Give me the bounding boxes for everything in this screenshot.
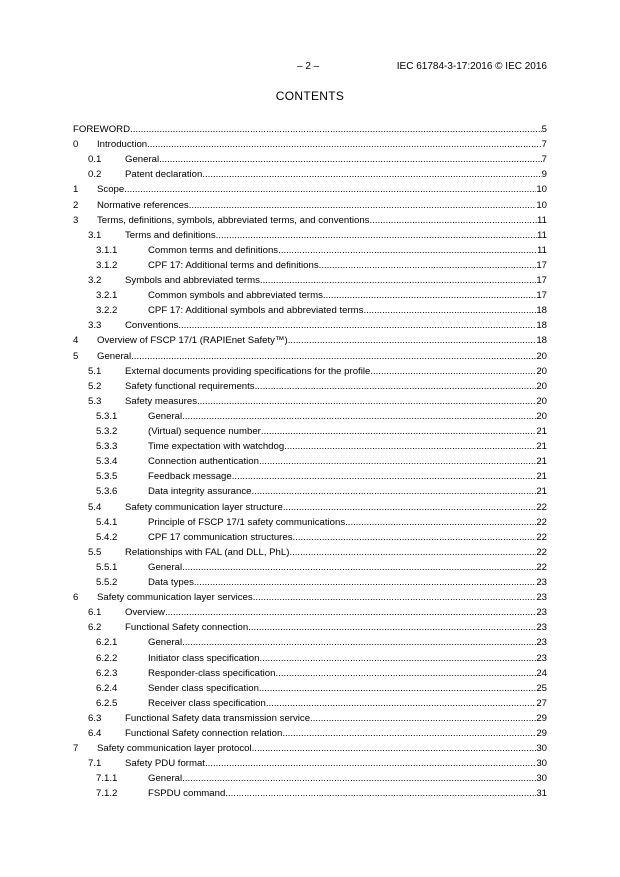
toc-entry[interactable] (0, 319, 620, 333)
dot-leader (259, 682, 536, 696)
toc-entry-title: Receiver class specification (148, 697, 266, 709)
toc-entry-number: 3.1 (88, 229, 102, 241)
toc-entry-page: 5 (541, 124, 547, 135)
dot-leader (266, 697, 536, 711)
toc-entry-title: Safety functional requirements (125, 380, 255, 392)
toc-entry-page: 21 (536, 486, 547, 498)
toc-entry[interactable] (0, 757, 620, 771)
toc-entry[interactable] (0, 440, 620, 454)
toc-entry-number: 3.3 (88, 320, 102, 332)
toc-entry-line (148, 410, 547, 424)
document-reference: IEC 61784-3-17:2016 © IEC 2016 (396, 61, 547, 72)
toc-entry-line (125, 606, 547, 620)
toc-entry-line (148, 697, 547, 711)
toc-entry-page: 18 (536, 320, 547, 332)
toc-entry-number: 5.3.1 (96, 410, 118, 422)
dot-leader (194, 576, 536, 590)
toc-entry-line (148, 576, 547, 590)
toc-entry[interactable] (0, 772, 620, 786)
toc-entry-number: 6.2.5 (96, 697, 118, 709)
toc-entry-title: Functional Safety connection relation (125, 728, 283, 739)
toc-entry[interactable] (0, 425, 620, 439)
dot-leader (252, 742, 537, 756)
toc-entry-number: 5.5.2 (96, 577, 118, 588)
toc-entry-number: 5.4.2 (96, 531, 118, 543)
toc-entry-page: 27 (536, 697, 547, 709)
dot-leader (288, 334, 537, 348)
toc-entry-line (148, 455, 547, 469)
toc-entry-title: Common terms and definitions (148, 244, 279, 256)
toc-entry-line (97, 591, 547, 605)
toc-entry-line (125, 621, 547, 635)
toc-entry[interactable] (0, 501, 620, 515)
toc-entry-page: 17 (536, 275, 547, 286)
toc-entry[interactable] (0, 380, 620, 394)
toc-entry-number: 6.2 (88, 622, 102, 634)
toc-entry-title: CPF 17 communication structures (148, 531, 293, 543)
toc-entry[interactable] (0, 787, 620, 801)
dot-leader (282, 727, 536, 741)
toc-entry-page: 21 (536, 456, 547, 468)
toc-entry-page: 10 (536, 184, 547, 196)
toc-entry-title: Patent declaration (125, 169, 203, 181)
toc-entry-page: 21 (536, 426, 547, 437)
dot-leader (275, 667, 536, 681)
toc-entry-number: 6.3 (88, 712, 102, 724)
dot-leader (232, 470, 537, 484)
toc-entry-title: Safety communication layer services (97, 592, 253, 604)
toc-entry-line (125, 229, 547, 243)
toc-entry-number: 5.3.5 (96, 471, 118, 483)
toc-entry-page: 23 (536, 577, 547, 588)
toc-entry-line (148, 531, 547, 545)
toc-entry-title: Data types (148, 577, 194, 588)
toc-entry-page: 30 (536, 758, 547, 770)
dot-leader (251, 485, 536, 499)
toc-entry-page: 7 (541, 139, 547, 151)
toc-entry-title: General (97, 350, 132, 362)
toc-entry-number: 6.2.1 (96, 637, 118, 649)
toc-entry[interactable] (0, 516, 620, 530)
dot-leader (205, 757, 536, 771)
toc-entry-page: 25 (536, 682, 547, 694)
toc-entry-number: 5.3.2 (96, 426, 118, 437)
toc-entry-page: 30 (536, 773, 547, 785)
toc-entry[interactable] (0, 682, 620, 696)
toc-entry-line (148, 244, 547, 258)
toc-entry-number: 7.1 (88, 758, 102, 770)
toc-entry-title: Connection authentication (148, 456, 259, 468)
toc-entry-number: 0 (73, 139, 79, 151)
toc-entry-title: Feedback message (148, 471, 232, 483)
toc-entry-line (125, 727, 547, 741)
toc-entry-page: 17 (536, 259, 547, 271)
contents-title: CONTENTS (275, 89, 345, 103)
toc-entry-number: 7.1.1 (96, 773, 118, 785)
toc-entry-page: 23 (536, 592, 547, 604)
dot-leader (131, 350, 536, 364)
toc-entry-line (148, 787, 547, 801)
toc-entry-title: CPF 17: Additional symbols and abbreviated terms (148, 305, 364, 317)
toc-entry-title: (Virtual) sequence number (148, 426, 261, 437)
toc-entry[interactable] (0, 183, 620, 197)
toc-entry-page: 22 (536, 561, 547, 573)
toc-entry-line (97, 183, 547, 197)
toc-entry-number: 5.5.1 (96, 561, 118, 573)
toc-entry-title: Common symbols and abbreviated terms (148, 290, 323, 302)
toc-entry-number: 6.2.4 (96, 682, 118, 694)
toc-entry-title: Safety measures (125, 395, 197, 407)
toc-entry-title: FSPDU command (148, 788, 226, 800)
toc-entry-line (148, 772, 547, 786)
toc-entry-number: 5.3.3 (96, 441, 118, 453)
toc-entry-title: Conventions (125, 320, 179, 332)
toc-entry-number: 4 (73, 335, 79, 347)
toc-entry-number: 3.2.1 (96, 290, 118, 302)
toc-entry-line (97, 138, 547, 152)
toc-entry[interactable] (0, 289, 620, 303)
toc-entry[interactable] (0, 561, 620, 575)
toc-entry-title: Safety communication layer structure (125, 501, 283, 513)
toc-entry-page: 20 (536, 380, 547, 392)
toc-entry-title: General (148, 410, 183, 422)
toc-entry-line (148, 440, 547, 454)
toc-entry[interactable] (0, 606, 620, 620)
toc-entry-page: 20 (536, 365, 547, 377)
toc-entry-title: Functional Safety connection (125, 622, 249, 634)
toc-entry-title: Introduction (97, 139, 148, 151)
toc-entry-page: 11 (537, 214, 547, 226)
toc-entry-line (148, 636, 547, 650)
toc-entry-page: 17 (536, 290, 547, 302)
toc-entry-page: 22 (536, 546, 547, 558)
toc-entry[interactable] (0, 470, 620, 484)
toc-entry-page: 11 (537, 244, 547, 256)
dot-leader (178, 319, 536, 333)
toc-entry-title: Principle of FSCP 17/1 safety communications (148, 516, 346, 528)
dot-leader (253, 591, 537, 605)
toc-entry-line (125, 501, 547, 515)
toc-entry-number: 6.1 (88, 607, 102, 619)
toc-entry-page: 22 (536, 501, 547, 513)
toc-entry-title: External documents providing specifications for the profile (125, 365, 371, 377)
toc-entry[interactable] (0, 350, 620, 364)
toc-entry-title: Terms and definitions (125, 229, 216, 241)
toc-entry-title: General (148, 773, 183, 785)
toc-entry-line (97, 199, 547, 213)
dot-leader (147, 138, 542, 152)
toc-entry-page: 23 (536, 622, 547, 634)
toc-entry-number: 3.2 (88, 275, 102, 286)
page-number: – 2 – (297, 61, 320, 72)
toc-entry-number: 3 (73, 214, 79, 226)
toc-entry-title: Responder-class specification (148, 667, 276, 679)
dot-leader (130, 123, 542, 137)
toc-entry-line (97, 350, 547, 364)
dot-leader (182, 561, 536, 575)
dot-leader (283, 501, 536, 515)
toc-entry-number: 7.1.2 (96, 788, 118, 800)
toc-entry-page: 22 (536, 531, 547, 543)
dot-leader (261, 425, 536, 439)
toc-entry-page: 21 (536, 471, 547, 483)
toc-entry[interactable] (0, 395, 620, 409)
toc-entry[interactable] (0, 214, 620, 228)
toc-entry-number: 5.3 (88, 395, 102, 407)
toc-entry[interactable] (0, 485, 620, 499)
dot-leader (182, 410, 536, 424)
toc-entry-number: 0.2 (88, 169, 102, 181)
toc-entry-line (125, 712, 547, 726)
toc-entry-page: 20 (536, 395, 547, 407)
dot-leader (345, 516, 536, 530)
dot-leader (159, 153, 542, 167)
toc-entry-line (73, 123, 547, 137)
toc-entry-line (125, 757, 547, 771)
toc-entry-page: 20 (536, 410, 547, 422)
dot-leader (293, 531, 537, 545)
toc-entry-number: 3.2.2 (96, 305, 118, 317)
toc-entry-title: Functional Safety data transmission service (125, 712, 311, 724)
dot-leader (310, 712, 536, 726)
dot-leader (182, 636, 536, 650)
toc-entry-line (148, 485, 547, 499)
toc-entry[interactable] (0, 123, 620, 137)
dot-leader (289, 546, 536, 560)
dot-leader (182, 772, 536, 786)
toc-entry-number: 5.1 (88, 365, 102, 377)
toc-entry-number: 5.2 (88, 380, 102, 392)
toc-entry-number: 5 (73, 350, 79, 362)
toc-entry-title: Safety communication layer protocol (97, 743, 252, 755)
toc-entry-title: Initiator class specification (148, 652, 260, 664)
toc-entry-title: Relationships with FAL (and DLL, PhL) (125, 546, 290, 558)
dot-leader (259, 652, 536, 666)
dot-leader (165, 606, 536, 620)
toc-entry-line (148, 259, 547, 273)
toc-entry-page: 29 (536, 728, 547, 739)
toc-entry-line (125, 365, 547, 379)
toc-entry-number: 7 (73, 743, 79, 755)
toc-entry-line (125, 319, 547, 333)
toc-entry-line (125, 380, 547, 394)
toc-entry-line (125, 395, 547, 409)
toc-entry-line (148, 652, 547, 666)
toc-entry-number: 2 (73, 199, 79, 211)
toc-entry-page: 7 (541, 154, 547, 166)
toc-entry[interactable] (0, 727, 620, 741)
toc-entry-title: FOREWORD (73, 124, 131, 135)
dot-leader (197, 395, 536, 409)
dot-leader (369, 214, 537, 228)
toc-entry-page: 18 (536, 335, 547, 347)
toc-entry-title: Overview (125, 607, 165, 619)
toc-entry-title: Sender class specification (148, 682, 259, 694)
toc-entry[interactable] (0, 531, 620, 545)
toc-entry-page: 23 (536, 637, 547, 649)
toc-entry-title: Normative references (97, 199, 189, 211)
toc-entry-page: 23 (536, 652, 547, 664)
toc-entry-number: 5.4 (88, 501, 102, 513)
toc-entry[interactable] (0, 652, 620, 666)
toc-entry-title: General (148, 637, 183, 649)
toc-entry-line (125, 274, 547, 288)
toc-entry[interactable] (0, 199, 620, 213)
dot-leader (189, 199, 537, 213)
toc-entry[interactable] (0, 742, 620, 756)
dot-leader (278, 244, 537, 258)
toc-entry-page: 10 (536, 199, 547, 211)
toc-entry-page: 11 (537, 229, 547, 241)
toc-entry-line (125, 168, 547, 182)
toc-entry-title: General (125, 154, 160, 166)
toc-entry-number: 6.4 (88, 728, 102, 739)
toc-entry-page: 29 (536, 712, 547, 724)
toc-entry-page: 22 (536, 516, 547, 528)
page-header (0, 61, 620, 75)
toc-entry-page: 21 (536, 441, 547, 453)
toc-entry-number: 6.2.3 (96, 667, 118, 679)
toc-entry-line (148, 561, 547, 575)
toc-entry[interactable] (0, 636, 620, 650)
toc-entry-title: CPF 17: Additional terms and definitions (148, 259, 319, 271)
toc-entry[interactable] (0, 334, 620, 348)
toc-entry-title: Overview of FSCP 17/1 (RAPIEnet Safety™) (97, 335, 288, 347)
toc-entry-page: 30 (536, 743, 547, 755)
toc-entry[interactable] (0, 168, 620, 182)
toc-entry-page: 9 (541, 169, 547, 181)
toc-entry-page: 31 (536, 788, 547, 800)
toc-entry[interactable] (0, 546, 620, 560)
toc-entry[interactable] (0, 304, 620, 318)
toc-entry[interactable] (0, 576, 620, 590)
dot-leader (255, 380, 537, 394)
dot-leader (319, 259, 537, 273)
dot-leader (259, 455, 536, 469)
toc-entry-line (97, 742, 547, 756)
toc-entry-title: General (148, 561, 183, 573)
toc-entry-title: Scope (97, 184, 125, 196)
toc-entry-line (125, 546, 547, 560)
dot-leader (323, 289, 536, 303)
dot-leader (284, 440, 536, 454)
toc-entry-line (148, 667, 547, 681)
toc-entry[interactable] (0, 455, 620, 469)
toc-entry-number: 5.3.4 (96, 456, 118, 468)
toc-entry-line (125, 153, 547, 167)
dot-leader (124, 183, 536, 197)
toc-entry-number: 5.3.6 (96, 486, 118, 498)
toc-entry-number: 6 (73, 592, 79, 604)
toc-entry-line (148, 516, 547, 530)
toc-entry[interactable] (0, 591, 620, 605)
toc-entry-page: 20 (536, 350, 547, 362)
toc-entry[interactable] (0, 274, 620, 288)
toc-entry[interactable] (0, 259, 620, 273)
dot-leader (202, 168, 541, 182)
toc-entry[interactable] (0, 697, 620, 711)
toc-entry[interactable] (0, 712, 620, 726)
toc-entry-title: Terms, definitions, symbols, abbreviated terms, and conventions (97, 214, 370, 226)
toc-entry[interactable] (0, 667, 620, 681)
dot-leader (370, 365, 536, 379)
toc-entry[interactable] (0, 229, 620, 243)
toc-entry[interactable] (0, 153, 620, 167)
toc-entry-line (148, 304, 547, 318)
toc-entry-number: 3.1.2 (96, 259, 118, 271)
toc-entry-page: 24 (536, 667, 547, 679)
toc-entry-title: Safety PDU format (125, 758, 205, 770)
toc-entry-title: Time expectation with watchdog (148, 441, 285, 453)
toc-entry-page: 23 (536, 607, 547, 619)
toc-entry-number: 0.1 (88, 154, 102, 166)
toc-entry[interactable] (0, 365, 620, 379)
toc-entry-title: Data integrity assurance (148, 486, 252, 498)
toc-entry[interactable] (0, 244, 620, 258)
toc-entry-title: Symbols and abbreviated terms (125, 275, 260, 286)
toc-entry-number: 5.5 (88, 546, 102, 558)
dot-leader (216, 229, 537, 243)
toc-entry[interactable] (0, 410, 620, 424)
toc-entry-line (148, 470, 547, 484)
toc-entry-line (148, 425, 547, 439)
toc-entry[interactable] (0, 621, 620, 635)
dot-leader (248, 621, 536, 635)
toc-entry-number: 3.1.1 (96, 244, 118, 256)
toc-entry-number: 6.2.2 (96, 652, 118, 664)
toc-entry-line (97, 214, 547, 228)
dot-leader (260, 274, 536, 288)
toc-entry-number: 1 (73, 184, 79, 196)
toc-entry-line (148, 289, 547, 303)
toc-entry-line (148, 682, 547, 696)
dot-leader (225, 787, 536, 801)
dot-leader (363, 304, 536, 318)
toc-entry[interactable] (0, 138, 620, 152)
toc-entry-line (97, 334, 547, 348)
toc-entry-number: 5.4.1 (96, 516, 118, 528)
toc-entry-page: 18 (536, 305, 547, 317)
